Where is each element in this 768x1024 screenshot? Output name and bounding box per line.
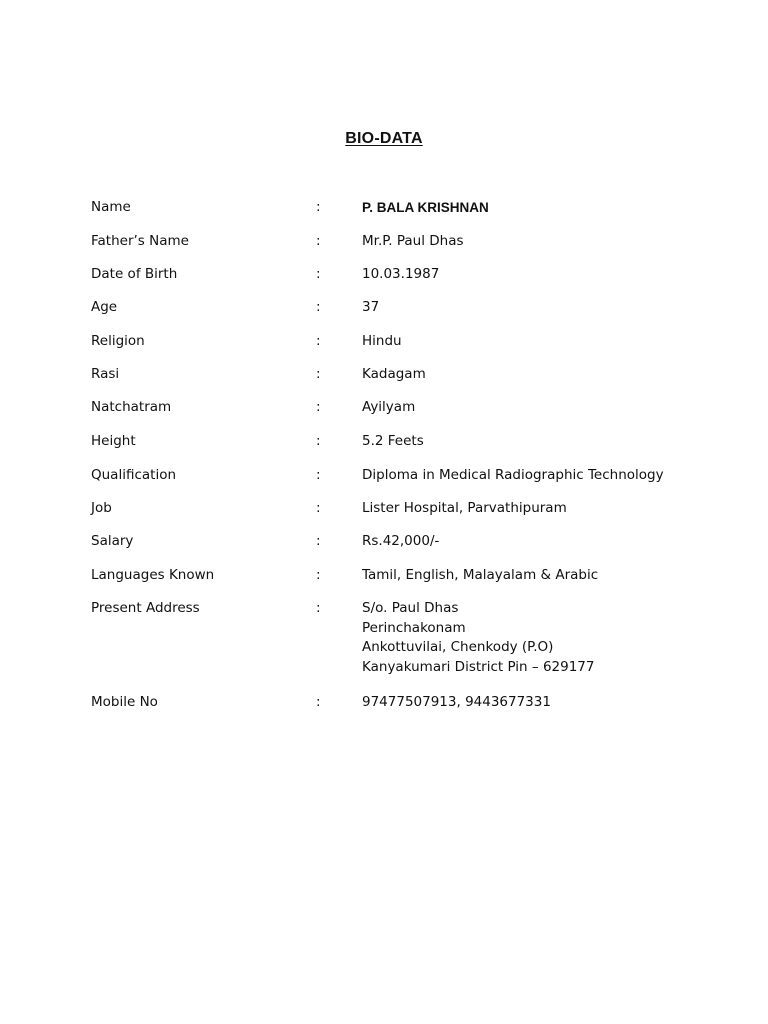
field-separator: :	[316, 233, 321, 249]
field-value-rasi: Kadagam	[362, 366, 426, 382]
field-label-address: Present Address	[91, 600, 200, 616]
field-value-name: P. BALA KRISHNAN	[362, 200, 489, 215]
field-separator: :	[316, 694, 321, 710]
document-title-text: BIO-DATA	[345, 130, 423, 147]
field-separator: :	[316, 567, 321, 583]
document-title	[0, 130, 768, 148]
field-value-mobile: 97477507913, 9443677331	[362, 694, 551, 710]
field-separator: :	[316, 600, 321, 616]
field-value-job: Lister Hospital, Parvathipuram	[362, 500, 567, 516]
field-separator: :	[316, 299, 321, 315]
field-value-qualification: Diploma in Medical Radiographic Technology	[362, 467, 664, 483]
field-separator: :	[316, 366, 321, 382]
field-separator: :	[316, 433, 321, 449]
field-label-father-name: Father’s Name	[91, 233, 189, 249]
field-label-qualification: Qualification	[91, 467, 177, 483]
field-label-dob: Date of Birth	[91, 266, 178, 282]
field-value-dob: 10.03.1987	[362, 266, 440, 282]
field-value-languages: Tamil, English, Malayalam & Arabic	[362, 567, 599, 583]
field-separator: :	[316, 399, 321, 415]
field-separator: :	[316, 266, 321, 282]
field-value-religion: Hindu	[362, 333, 402, 349]
field-value-father-name: Mr.P. Paul Dhas	[362, 233, 464, 249]
field-value-height: 5.2 Feets	[362, 433, 424, 449]
field-label-job: Job	[91, 500, 112, 516]
field-label-age: Age	[91, 299, 118, 315]
field-label-rasi: Rasi	[91, 366, 120, 382]
field-label-languages: Languages Known	[91, 567, 215, 583]
address-line: Ankottuvilai, Chenkody (P.O)	[362, 639, 554, 655]
field-label-salary: Salary	[91, 533, 134, 549]
field-label-name: Name	[91, 199, 131, 215]
field-separator: :	[316, 500, 321, 516]
field-value-age: 37	[362, 299, 380, 315]
field-label-natchatram: Natchatram	[91, 399, 172, 415]
address-line: Perinchakonam	[362, 619, 466, 636]
field-value-address	[362, 599, 594, 677]
field-separator: :	[316, 533, 321, 549]
field-label-mobile: Mobile No	[91, 694, 158, 710]
field-separator: :	[316, 467, 321, 483]
field-value-natchatram: Ayilyam	[362, 399, 416, 415]
field-label-religion: Religion	[91, 333, 145, 349]
field-value-salary: Rs.42,000/-	[362, 533, 440, 549]
field-label-height: Height	[91, 433, 136, 449]
field-separator: :	[316, 333, 321, 349]
address-line: S/o. Paul Dhas	[362, 600, 459, 616]
field-separator: :	[316, 199, 321, 215]
address-line: Kanyakumari District Pin – 629177	[362, 658, 595, 675]
